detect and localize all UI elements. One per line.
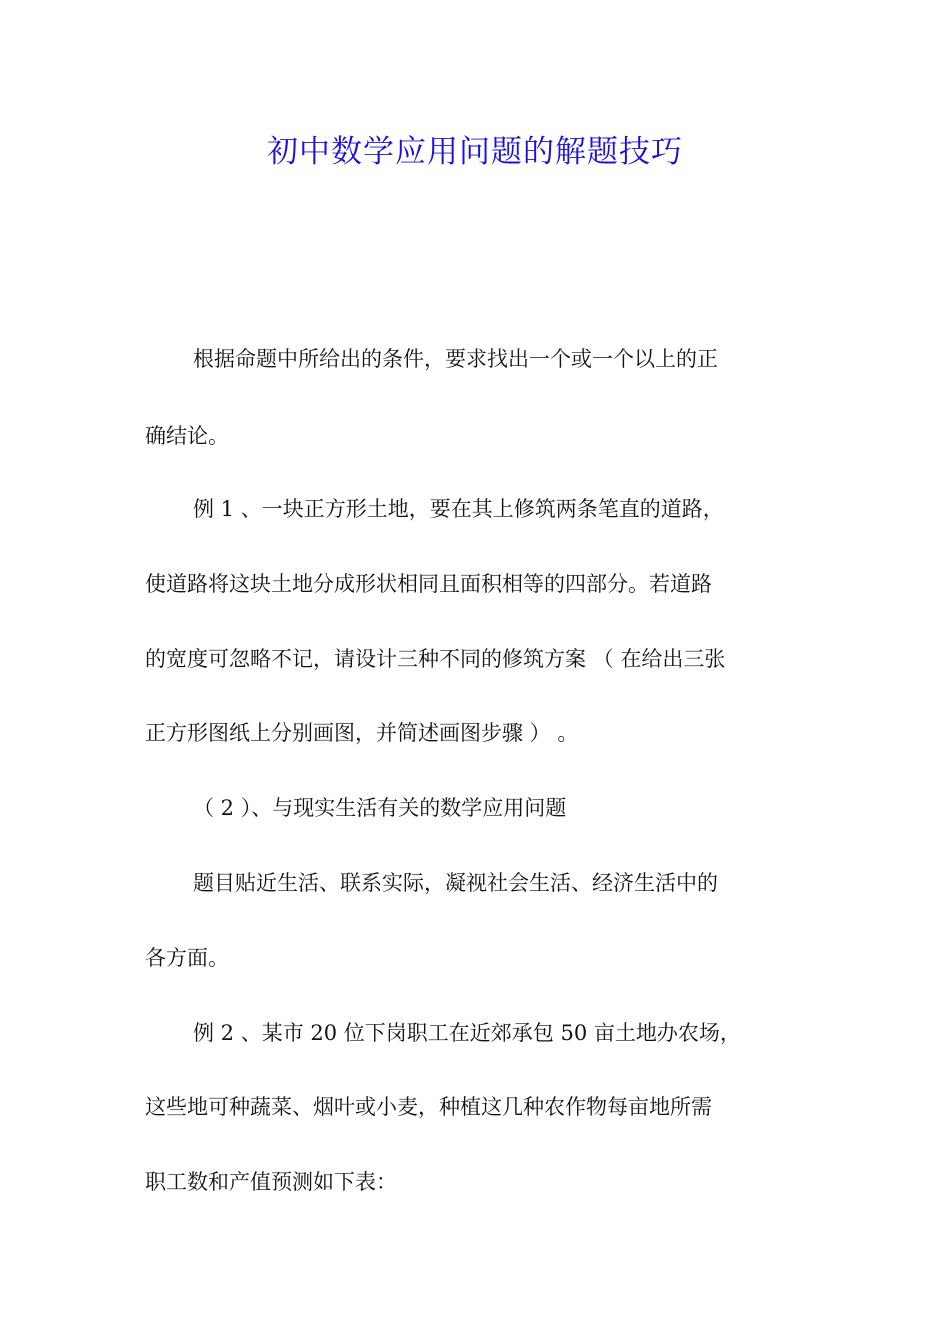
paragraph-line: 的宽度可忽略不记，请设计三种不同的修筑方案 （ 在给出三张 [145, 647, 726, 671]
paragraph-line: 这些地可种蔬菜、烟叶或小麦，种植这几种农作物每亩地所需 [145, 1095, 712, 1119]
paragraph-line: 职工数和产值预测如下表： [145, 1170, 397, 1194]
paragraph-line: （ 2 ）、与现实生活有关的数学应用问题 [193, 796, 567, 820]
paragraph-line: 根据命题中所给出的条件，要求找出一个或一个以上的正 [193, 347, 718, 371]
paragraph-line: 确结论。 [145, 424, 229, 448]
paragraph-line: 例 2 、某市 20 位下岗职工在近郊承包 50 亩土地办农场， [193, 1021, 741, 1045]
paragraph-line: 例 1 、一块正方形土地，要在其上修筑两条笔直的道路， [193, 497, 724, 521]
paragraph-line: 各方面。 [145, 946, 229, 970]
paragraph-line: 使道路将这块土地分成形状相同且面积相等的四部分。若道路 [145, 572, 712, 596]
document-title: 初中数学应用问题的解题技巧 [267, 134, 683, 170]
paragraph-line: 题目贴近生活、联系实际，凝视社会生活、经济生活中的 [193, 871, 718, 895]
paragraph-line: 正方形图纸上分别画图，并简述画图步骤 ） 。 [145, 721, 579, 745]
